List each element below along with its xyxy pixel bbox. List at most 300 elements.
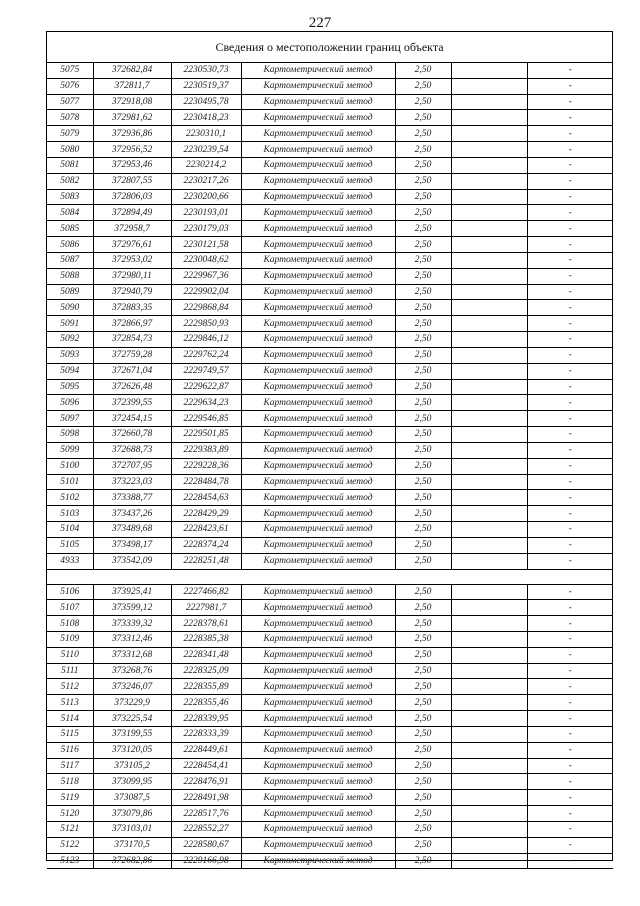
accuracy-cell: 2,50 bbox=[395, 411, 451, 427]
description-cell: - bbox=[527, 711, 613, 727]
spacer-cell bbox=[451, 742, 527, 758]
y-coordinate-cell: 2229228,36 bbox=[171, 458, 241, 474]
table-row bbox=[47, 758, 613, 774]
x-coordinate-cell: 372854,73 bbox=[93, 332, 171, 348]
point-number-cell: 5077 bbox=[47, 94, 93, 110]
y-coordinate-cell: 2228429,29 bbox=[171, 506, 241, 522]
point-number-cell: 5120 bbox=[47, 806, 93, 822]
spacer-cell bbox=[451, 427, 527, 443]
description-cell: - bbox=[527, 647, 613, 663]
table-row bbox=[47, 742, 613, 758]
y-coordinate-cell: 2229546,85 bbox=[171, 411, 241, 427]
x-coordinate-cell: 373498,17 bbox=[93, 537, 171, 553]
point-number-cell: 5119 bbox=[47, 790, 93, 806]
y-coordinate-cell: 2230530,73 bbox=[171, 63, 241, 78]
method-cell: Картометрический метод bbox=[241, 742, 395, 758]
table-row bbox=[47, 395, 613, 411]
table-row bbox=[47, 94, 613, 110]
spacer-cell bbox=[451, 347, 527, 363]
spacer-cell bbox=[451, 363, 527, 379]
y-coordinate-cell: 2230121,58 bbox=[171, 237, 241, 253]
description-cell: - bbox=[527, 284, 613, 300]
x-coordinate-cell: 372454,15 bbox=[93, 411, 171, 427]
spacer-cell bbox=[451, 600, 527, 616]
description-cell: - bbox=[527, 790, 613, 806]
table-row bbox=[47, 379, 613, 395]
table-row bbox=[47, 284, 613, 300]
table-row bbox=[47, 790, 613, 806]
accuracy-cell: 2,50 bbox=[395, 506, 451, 522]
description-cell: - bbox=[527, 490, 613, 506]
method-cell: Картометрический метод bbox=[241, 616, 395, 632]
description-cell: - bbox=[527, 742, 613, 758]
accuracy-cell: 2,50 bbox=[395, 474, 451, 490]
table-row bbox=[47, 695, 613, 711]
point-number-cell: 5116 bbox=[47, 742, 93, 758]
method-cell: Картометрический метод bbox=[241, 363, 395, 379]
method-cell: Картометрический метод bbox=[241, 411, 395, 427]
table-row bbox=[47, 806, 613, 822]
coordinates-table-body bbox=[47, 63, 613, 869]
spacer-cell bbox=[451, 252, 527, 268]
spacer-cell bbox=[451, 711, 527, 727]
x-coordinate-cell: 372918,08 bbox=[93, 94, 171, 110]
y-coordinate-cell: 2228517,76 bbox=[171, 806, 241, 822]
y-coordinate-cell: 2228476,91 bbox=[171, 774, 241, 790]
point-number-cell: 5097 bbox=[47, 411, 93, 427]
y-coordinate-cell: 2228454,63 bbox=[171, 490, 241, 506]
table-row bbox=[47, 474, 613, 490]
description-cell: - bbox=[527, 726, 613, 742]
point-number-cell: 5104 bbox=[47, 522, 93, 538]
table-row bbox=[47, 157, 613, 173]
method-cell: Картометрический метод bbox=[241, 332, 395, 348]
point-number-cell: 5118 bbox=[47, 774, 93, 790]
spacer-cell bbox=[451, 316, 527, 332]
y-coordinate-cell: 2229634,23 bbox=[171, 395, 241, 411]
y-coordinate-cell: 2228580,67 bbox=[171, 837, 241, 853]
spacer-cell bbox=[451, 553, 527, 569]
spacer-cell bbox=[451, 63, 527, 78]
x-coordinate-cell: 373079,86 bbox=[93, 806, 171, 822]
point-number-cell: 5111 bbox=[47, 663, 93, 679]
point-number-cell: 5089 bbox=[47, 284, 93, 300]
spacer-cell bbox=[451, 411, 527, 427]
spacer-cell bbox=[451, 806, 527, 822]
x-coordinate-cell: 373103,01 bbox=[93, 821, 171, 837]
y-coordinate-cell: 2229868,84 bbox=[171, 300, 241, 316]
accuracy-cell: 2,50 bbox=[395, 806, 451, 822]
x-coordinate-cell: 373268,76 bbox=[93, 663, 171, 679]
method-cell: Картометрический метод bbox=[241, 126, 395, 142]
x-coordinate-cell: 372811,7 bbox=[93, 78, 171, 94]
spacer-cell bbox=[451, 157, 527, 173]
table-row bbox=[47, 126, 613, 142]
point-number-cell: 5094 bbox=[47, 363, 93, 379]
y-coordinate-cell: 2228355,89 bbox=[171, 679, 241, 695]
method-cell: Картометрический метод bbox=[241, 458, 395, 474]
point-number-cell: 5102 bbox=[47, 490, 93, 506]
description-cell: - bbox=[527, 522, 613, 538]
method-cell: Картометрический метод bbox=[241, 442, 395, 458]
description-cell: - bbox=[527, 78, 613, 94]
description-cell: - bbox=[527, 631, 613, 647]
accuracy-cell: 2,50 bbox=[395, 758, 451, 774]
accuracy-cell: 2,50 bbox=[395, 332, 451, 348]
spacer-cell bbox=[451, 221, 527, 237]
method-cell: Картометрический метод bbox=[241, 506, 395, 522]
description-cell: - bbox=[527, 363, 613, 379]
x-coordinate-cell: 372682,86 bbox=[93, 853, 171, 869]
accuracy-cell: 2,50 bbox=[395, 711, 451, 727]
spacer-cell bbox=[451, 490, 527, 506]
point-number-cell: 5075 bbox=[47, 63, 93, 78]
accuracy-cell: 2,50 bbox=[395, 790, 451, 806]
x-coordinate-cell: 372866,97 bbox=[93, 316, 171, 332]
x-coordinate-cell: 373087,5 bbox=[93, 790, 171, 806]
method-cell: Картометрический метод bbox=[241, 679, 395, 695]
x-coordinate-cell: 372399,55 bbox=[93, 395, 171, 411]
description-cell: - bbox=[527, 110, 613, 126]
point-number-cell: 5117 bbox=[47, 758, 93, 774]
x-coordinate-cell: 372956,52 bbox=[93, 142, 171, 158]
accuracy-cell: 2,50 bbox=[395, 647, 451, 663]
spacer-cell bbox=[451, 300, 527, 316]
accuracy-cell: 2,50 bbox=[395, 110, 451, 126]
method-cell: Картометрический метод bbox=[241, 316, 395, 332]
table-row bbox=[47, 347, 613, 363]
description-cell: - bbox=[527, 537, 613, 553]
point-number-cell: 5103 bbox=[47, 506, 93, 522]
accuracy-cell: 2,50 bbox=[395, 600, 451, 616]
point-number-cell: 5121 bbox=[47, 821, 93, 837]
table-row bbox=[47, 316, 613, 332]
point-number-cell: 5093 bbox=[47, 347, 93, 363]
method-cell: Картометрический метод bbox=[241, 774, 395, 790]
point-number-cell: 5100 bbox=[47, 458, 93, 474]
method-cell: Картометрический метод bbox=[241, 63, 395, 78]
spacer-cell bbox=[451, 758, 527, 774]
table-row bbox=[47, 584, 613, 600]
table-row bbox=[47, 490, 613, 506]
y-coordinate-cell: 2229622,87 bbox=[171, 379, 241, 395]
point-number-cell: 5110 bbox=[47, 647, 93, 663]
description-cell: - bbox=[527, 600, 613, 616]
accuracy-cell: 2,50 bbox=[395, 300, 451, 316]
point-number-cell: 5080 bbox=[47, 142, 93, 158]
spacer-cell bbox=[451, 173, 527, 189]
table-row bbox=[47, 442, 613, 458]
spacer-cell bbox=[451, 695, 527, 711]
method-cell: Картометрический метод bbox=[241, 631, 395, 647]
description-cell: - bbox=[527, 806, 613, 822]
accuracy-cell: 2,50 bbox=[395, 537, 451, 553]
y-coordinate-cell: 2229762,24 bbox=[171, 347, 241, 363]
table-row bbox=[47, 663, 613, 679]
table-row bbox=[47, 268, 613, 284]
method-cell: Картометрический метод bbox=[241, 268, 395, 284]
y-coordinate-cell: 2227466,82 bbox=[171, 584, 241, 600]
accuracy-cell: 2,50 bbox=[395, 63, 451, 78]
coordinates-table bbox=[47, 63, 613, 869]
description-cell: - bbox=[527, 189, 613, 205]
accuracy-cell: 2,50 bbox=[395, 284, 451, 300]
spacer-cell bbox=[451, 284, 527, 300]
description-cell: - bbox=[527, 584, 613, 600]
y-coordinate-cell: 2228355,46 bbox=[171, 695, 241, 711]
accuracy-cell: 2,50 bbox=[395, 853, 451, 869]
x-coordinate-cell: 373223,03 bbox=[93, 474, 171, 490]
point-number-cell: 5115 bbox=[47, 726, 93, 742]
accuracy-cell: 2,50 bbox=[395, 553, 451, 569]
spacer-cell bbox=[451, 821, 527, 837]
y-coordinate-cell: 2230214,2 bbox=[171, 157, 241, 173]
accuracy-cell: 2,50 bbox=[395, 205, 451, 221]
description-cell: - bbox=[527, 458, 613, 474]
description-cell: - bbox=[527, 553, 613, 569]
accuracy-cell: 2,50 bbox=[395, 237, 451, 253]
accuracy-cell: 2,50 bbox=[395, 173, 451, 189]
description-cell: - bbox=[527, 300, 613, 316]
method-cell: Картометрический метод bbox=[241, 284, 395, 300]
table-row bbox=[47, 332, 613, 348]
description-cell: - bbox=[527, 252, 613, 268]
method-cell: Картометрический метод bbox=[241, 853, 395, 869]
method-cell: Картометрический метод bbox=[241, 600, 395, 616]
description-cell: - bbox=[527, 616, 613, 632]
method-cell: Картометрический метод bbox=[241, 379, 395, 395]
spacer-cell bbox=[451, 237, 527, 253]
x-coordinate-cell: 372953,02 bbox=[93, 252, 171, 268]
point-number-cell: 5079 bbox=[47, 126, 93, 142]
table-title: Сведения о местоположении границ объекта bbox=[47, 32, 612, 63]
y-coordinate-cell: 2230179,03 bbox=[171, 221, 241, 237]
x-coordinate-cell: 373229,9 bbox=[93, 695, 171, 711]
spacer-cell bbox=[451, 110, 527, 126]
y-coordinate-cell: 2229383,89 bbox=[171, 442, 241, 458]
accuracy-cell: 2,50 bbox=[395, 458, 451, 474]
table-row bbox=[47, 853, 613, 869]
accuracy-cell: 2,50 bbox=[395, 490, 451, 506]
y-coordinate-cell: 2228423,61 bbox=[171, 522, 241, 538]
accuracy-cell: 2,50 bbox=[395, 395, 451, 411]
accuracy-cell: 2,50 bbox=[395, 774, 451, 790]
table-row bbox=[47, 616, 613, 632]
spacer-cell bbox=[451, 94, 527, 110]
method-cell: Картометрический метод bbox=[241, 252, 395, 268]
y-coordinate-cell: 2229846,12 bbox=[171, 332, 241, 348]
spacer-cell bbox=[451, 837, 527, 853]
point-number-cell: 5082 bbox=[47, 173, 93, 189]
method-cell: Картометрический метод bbox=[241, 237, 395, 253]
y-coordinate-cell: 2228491,98 bbox=[171, 790, 241, 806]
point-number-cell: 5091 bbox=[47, 316, 93, 332]
method-cell: Картометрический метод bbox=[241, 711, 395, 727]
y-coordinate-cell: 2228454,41 bbox=[171, 758, 241, 774]
table-row bbox=[47, 506, 613, 522]
description-cell: - bbox=[527, 173, 613, 189]
description-cell: - bbox=[527, 157, 613, 173]
y-coordinate-cell: 2228378,61 bbox=[171, 616, 241, 632]
x-coordinate-cell: 373105,2 bbox=[93, 758, 171, 774]
description-cell: - bbox=[527, 126, 613, 142]
table-row bbox=[47, 679, 613, 695]
spacer-cell bbox=[451, 458, 527, 474]
y-coordinate-cell: 2228339,95 bbox=[171, 711, 241, 727]
table-row bbox=[47, 78, 613, 94]
spacer-cell bbox=[451, 506, 527, 522]
method-cell: Картометрический метод bbox=[241, 205, 395, 221]
accuracy-cell: 2,50 bbox=[395, 363, 451, 379]
point-number-cell: 5113 bbox=[47, 695, 93, 711]
description-cell: - bbox=[527, 695, 613, 711]
method-cell: Картометрический метод bbox=[241, 837, 395, 853]
description-cell: - bbox=[527, 821, 613, 837]
y-coordinate-cell: 2230193,01 bbox=[171, 205, 241, 221]
method-cell: Картометрический метод bbox=[241, 395, 395, 411]
method-cell: Картометрический метод bbox=[241, 78, 395, 94]
point-number-cell: 5101 bbox=[47, 474, 93, 490]
accuracy-cell: 2,50 bbox=[395, 631, 451, 647]
table-row bbox=[47, 189, 613, 205]
x-coordinate-cell: 373437,26 bbox=[93, 506, 171, 522]
table-row bbox=[47, 363, 613, 379]
table-row bbox=[47, 647, 613, 663]
x-coordinate-cell: 373312,46 bbox=[93, 631, 171, 647]
method-cell: Картометрический метод bbox=[241, 347, 395, 363]
table-row bbox=[47, 553, 613, 569]
x-coordinate-cell: 372883,35 bbox=[93, 300, 171, 316]
accuracy-cell: 2,50 bbox=[395, 663, 451, 679]
point-number-cell: 5107 bbox=[47, 600, 93, 616]
x-coordinate-cell: 372936,86 bbox=[93, 126, 171, 142]
y-coordinate-cell: 2228251,48 bbox=[171, 553, 241, 569]
spacer-cell bbox=[451, 78, 527, 94]
y-coordinate-cell: 2230239,54 bbox=[171, 142, 241, 158]
description-cell: - bbox=[527, 506, 613, 522]
method-cell: Картометрический метод bbox=[241, 110, 395, 126]
table-row bbox=[47, 221, 613, 237]
y-coordinate-cell: 2228333,39 bbox=[171, 726, 241, 742]
table-row bbox=[47, 173, 613, 189]
point-number-cell: 5114 bbox=[47, 711, 93, 727]
method-cell: Картометрический метод bbox=[241, 522, 395, 538]
table-row bbox=[47, 427, 613, 443]
spacer-cell bbox=[451, 774, 527, 790]
table-row bbox=[47, 63, 613, 78]
method-cell: Картометрический метод bbox=[241, 758, 395, 774]
description-cell: - bbox=[527, 679, 613, 695]
method-cell: Картометрический метод bbox=[241, 553, 395, 569]
x-coordinate-cell: 372759,28 bbox=[93, 347, 171, 363]
y-coordinate-cell: 2227981,7 bbox=[171, 600, 241, 616]
description-cell: - bbox=[527, 395, 613, 411]
method-cell: Картометрический метод bbox=[241, 647, 395, 663]
method-cell: Картометрический метод bbox=[241, 173, 395, 189]
table-row bbox=[47, 458, 613, 474]
x-coordinate-cell: 373542,09 bbox=[93, 553, 171, 569]
description-cell: - bbox=[527, 853, 613, 869]
accuracy-cell: 2,50 bbox=[395, 221, 451, 237]
method-cell: Картометрический метод bbox=[241, 221, 395, 237]
method-cell: Картометрический метод bbox=[241, 537, 395, 553]
spacer-cell bbox=[451, 790, 527, 806]
x-coordinate-cell: 373599,12 bbox=[93, 600, 171, 616]
method-cell: Картометрический метод bbox=[241, 189, 395, 205]
accuracy-cell: 2,50 bbox=[395, 679, 451, 695]
spacer-cell bbox=[451, 474, 527, 490]
x-coordinate-cell: 372981,62 bbox=[93, 110, 171, 126]
spacer-cell bbox=[451, 631, 527, 647]
description-cell: - bbox=[527, 94, 613, 110]
spacer-cell bbox=[451, 332, 527, 348]
x-coordinate-cell: 372682,84 bbox=[93, 63, 171, 78]
accuracy-cell: 2,50 bbox=[395, 695, 451, 711]
y-coordinate-cell: 2228374,24 bbox=[171, 537, 241, 553]
description-cell: - bbox=[527, 411, 613, 427]
accuracy-cell: 2,50 bbox=[395, 837, 451, 853]
x-coordinate-cell: 373099,95 bbox=[93, 774, 171, 790]
spacer-cell bbox=[451, 537, 527, 553]
accuracy-cell: 2,50 bbox=[395, 268, 451, 284]
accuracy-cell: 2,50 bbox=[395, 742, 451, 758]
method-cell: Картометрический метод bbox=[241, 584, 395, 600]
point-number-cell: 5106 bbox=[47, 584, 93, 600]
block-separator-row bbox=[47, 569, 613, 584]
table-row bbox=[47, 537, 613, 553]
accuracy-cell: 2,50 bbox=[395, 316, 451, 332]
spacer-cell bbox=[451, 126, 527, 142]
table-row bbox=[47, 237, 613, 253]
point-number-cell: 5108 bbox=[47, 616, 93, 632]
description-cell: - bbox=[527, 221, 613, 237]
x-coordinate-cell: 373312,68 bbox=[93, 647, 171, 663]
method-cell: Картометрический метод bbox=[241, 427, 395, 443]
accuracy-cell: 2,50 bbox=[395, 347, 451, 363]
accuracy-cell: 2,50 bbox=[395, 427, 451, 443]
point-number-cell: 5081 bbox=[47, 157, 93, 173]
accuracy-cell: 2,50 bbox=[395, 821, 451, 837]
accuracy-cell: 2,50 bbox=[395, 616, 451, 632]
table-row bbox=[47, 252, 613, 268]
x-coordinate-cell: 372806,03 bbox=[93, 189, 171, 205]
accuracy-cell: 2,50 bbox=[395, 379, 451, 395]
description-cell: - bbox=[527, 442, 613, 458]
x-coordinate-cell: 372807,55 bbox=[93, 173, 171, 189]
description-cell: - bbox=[527, 316, 613, 332]
accuracy-cell: 2,50 bbox=[395, 522, 451, 538]
spacer-cell bbox=[451, 522, 527, 538]
y-coordinate-cell: 2228449,61 bbox=[171, 742, 241, 758]
y-coordinate-cell: 2230217,26 bbox=[171, 173, 241, 189]
x-coordinate-cell: 373199,55 bbox=[93, 726, 171, 742]
description-cell: - bbox=[527, 427, 613, 443]
point-number-cell: 5085 bbox=[47, 221, 93, 237]
point-number-cell: 5088 bbox=[47, 268, 93, 284]
x-coordinate-cell: 372953,46 bbox=[93, 157, 171, 173]
y-coordinate-cell: 2230495,78 bbox=[171, 94, 241, 110]
spacer-cell bbox=[451, 442, 527, 458]
table-row bbox=[47, 631, 613, 647]
spacer-cell bbox=[451, 268, 527, 284]
point-number-cell: 5084 bbox=[47, 205, 93, 221]
method-cell: Картометрический метод bbox=[241, 726, 395, 742]
point-number-cell: 5112 bbox=[47, 679, 93, 695]
x-coordinate-cell: 372626,48 bbox=[93, 379, 171, 395]
method-cell: Картометрический метод bbox=[241, 157, 395, 173]
spacer-cell bbox=[451, 142, 527, 158]
table-row bbox=[47, 711, 613, 727]
